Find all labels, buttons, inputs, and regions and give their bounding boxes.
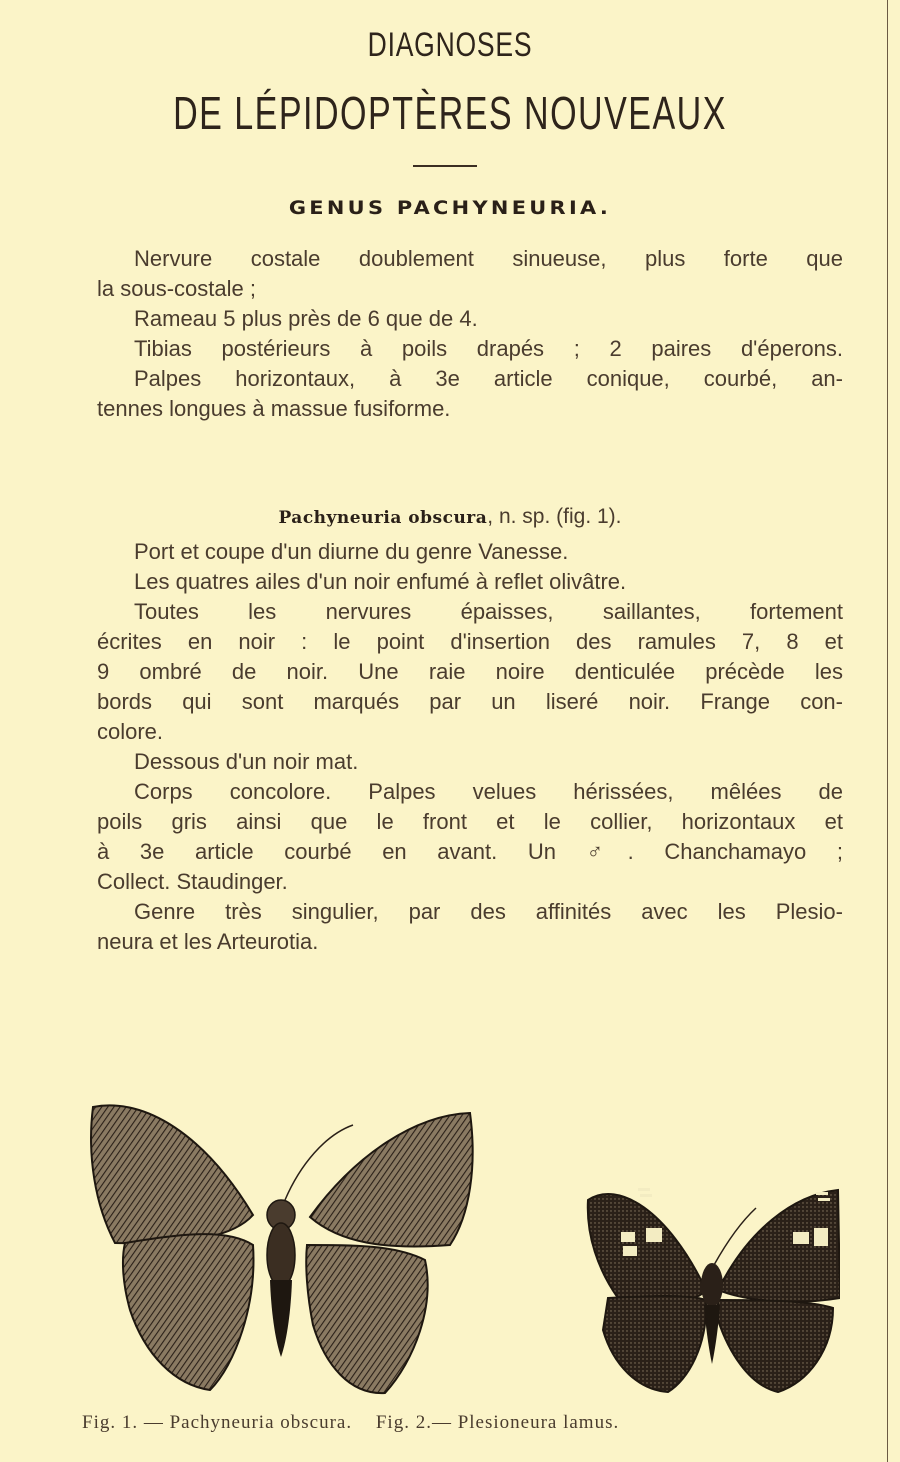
text-line: Rameau 5 plus près de 6 que de 4. (134, 306, 478, 331)
page-title-line1: DIAGNOSES (367, 26, 533, 64)
text-line: poils gris ainsi que le front et le collier, horizontaux et (97, 809, 843, 834)
wing-spot (816, 1192, 828, 1195)
wing-spot (623, 1246, 637, 1256)
wing-spot (818, 1198, 830, 1201)
text-line: Port et coupe d'un diurne du genre Vanesse. (134, 539, 569, 564)
text-line: la sous-costale ; (97, 276, 256, 301)
left-forewing (588, 1194, 706, 1302)
text-line: colore. (97, 719, 164, 744)
page-title-line2: DE LÉPIDOPTÈRES NOUVEAUX (173, 87, 727, 139)
wing-spot (646, 1228, 662, 1242)
text-line: Les quatres ailes d'un noir enfumé à reflet olivâtre. (134, 569, 627, 594)
species-suffix: , n. sp. (fig. 1). (487, 505, 622, 528)
species-name: Pachyneuria obscura (278, 508, 488, 528)
wing-spot (640, 1194, 652, 1197)
left-forewing (91, 1105, 253, 1243)
figure-captions (82, 1412, 882, 1434)
butterfly-illustration-fig2 (578, 1170, 840, 1395)
text-line: à 3e article courbé en avant. Un ♂. Chanchamayo ; (97, 839, 843, 864)
wing-spot (638, 1188, 650, 1191)
butterfly-illustration-fig1 (85, 1095, 480, 1400)
title-divider (413, 165, 477, 167)
text-line: neura et les Arteurotia. (97, 929, 319, 954)
page-edge-line (887, 0, 888, 1462)
butterfly-abdomen (704, 1305, 720, 1364)
text-line: tennes longues à massue fusiforme. (97, 396, 451, 421)
text-line: Nervure costale doublement sinueuse, plus forte que (134, 246, 843, 271)
text-line: Dessous d'un noir mat. (134, 749, 359, 774)
text-line: Palpes horizontaux, à 3e article conique, courbé, an- (134, 366, 843, 391)
right-hindwing (718, 1300, 833, 1392)
left-hindwing (123, 1234, 254, 1390)
text-line: Collect. Staudinger. (97, 869, 288, 894)
figure-caption-2: Fig. 2.— Plesioneura lamus. (375, 1412, 620, 1433)
species-description (97, 537, 843, 957)
text-line: Tibias postérieurs à poils drapés ; 2 paires d'éperons. (134, 336, 843, 361)
butterfly-thorax (267, 1223, 295, 1287)
wing-spot (814, 1228, 828, 1246)
right-forewing (310, 1113, 473, 1247)
butterfly-thorax (701, 1263, 723, 1307)
text-line: écrites en noir : le point d'insertion des ramules 7, 8 et (97, 629, 843, 654)
text-line: bords qui sont marqués par un liseré noir. Frange con- (97, 689, 843, 714)
genus-heading: GENUS PACHYNEURIA. (288, 197, 612, 219)
species-heading (0, 505, 900, 529)
text-line: Corps concolore. Palpes velues hérissées, mêlées de (134, 779, 843, 804)
genus-description (97, 244, 843, 424)
text-line: 9 ombré de noir. Une raie noire denticulée précède les (97, 659, 843, 684)
text-line: Toutes les nervures épaisses, saillantes, fortement (134, 599, 843, 624)
figure-caption-1: Fig. 1. — Pachyneuria obscura. (82, 1412, 353, 1433)
wing-spot (621, 1232, 635, 1242)
left-hindwing (603, 1296, 706, 1392)
right-hindwing (306, 1245, 427, 1393)
wing-spot (793, 1232, 809, 1244)
text-line: Genre très singulier, par des affinités avec les Plesio- (134, 899, 843, 924)
butterfly-abdomen (270, 1280, 292, 1357)
